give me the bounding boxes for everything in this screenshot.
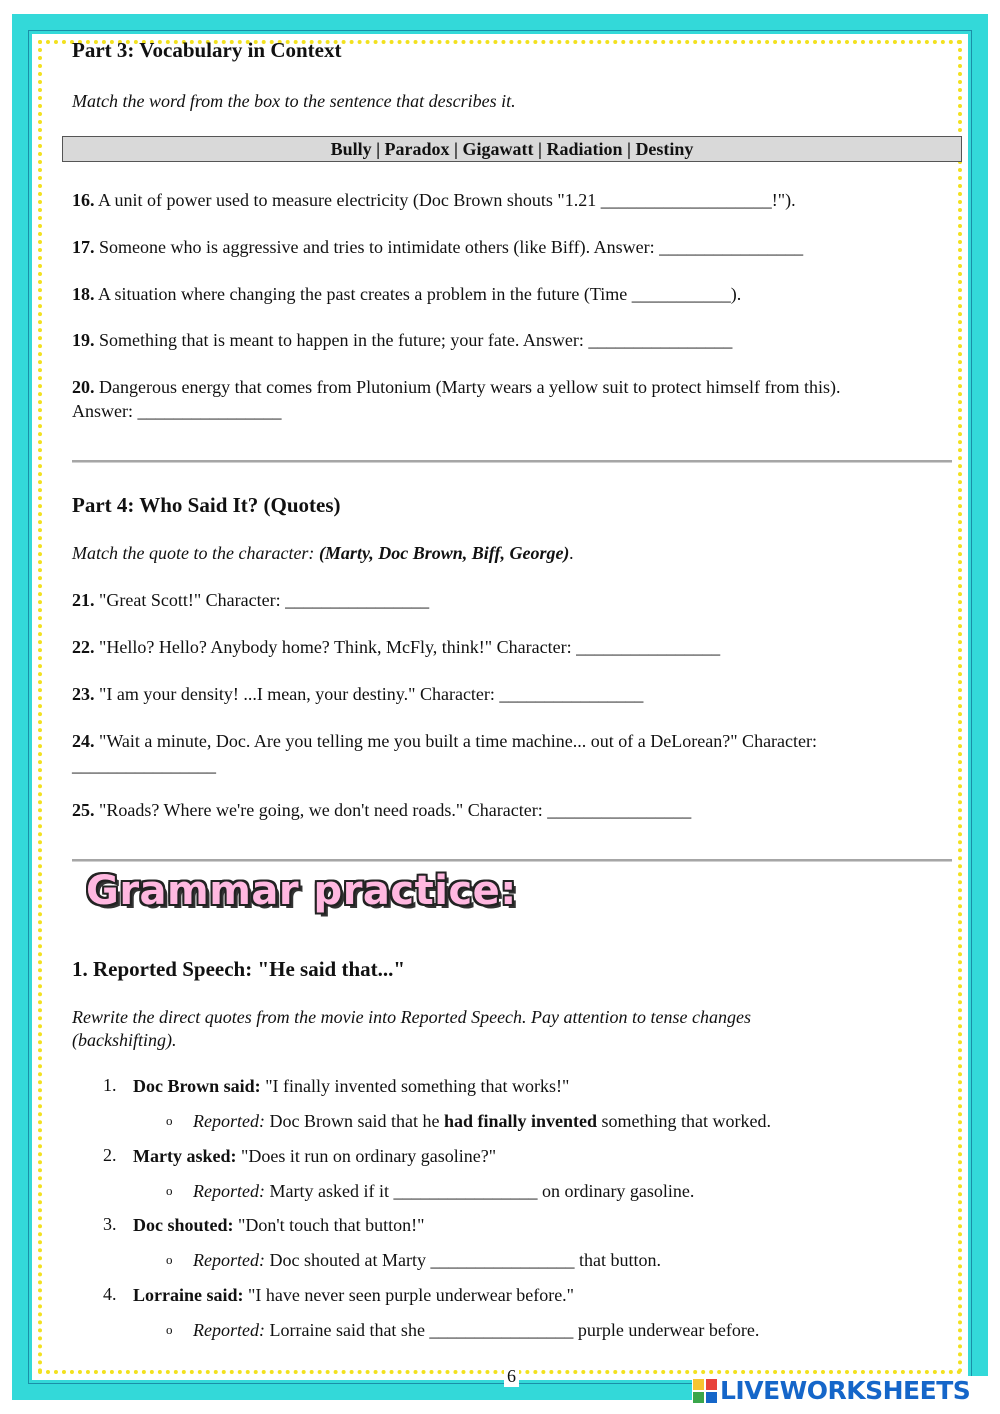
- liveworksheets-logo[interactable]: [692, 1376, 990, 1406]
- question-text: Dangerous energy that comes from Plutonium (Marty wears a yellow suit to protect himself from this).: [99, 377, 841, 397]
- section-divider: [72, 460, 952, 463]
- part4-title: Part 4: Who Said It? (Quotes): [72, 493, 341, 517]
- question-number: 22.: [72, 637, 95, 657]
- question-17[interactable]: [72, 235, 803, 259]
- quote-text: "I finally invented something that works!": [260, 1076, 570, 1096]
- question-20[interactable]: [72, 375, 952, 423]
- character-list: (Marty, Doc Brown, Biff, George): [318, 543, 570, 563]
- liveworksheets-brand: LIVEWORKSHEETS: [720, 1376, 971, 1405]
- question-number: 21.: [72, 590, 95, 610]
- bullet-icon: o: [166, 1322, 173, 1337]
- question-number: 25.: [72, 800, 95, 820]
- question-text: "Wait a minute, Doc. Are you telling me you built a time machine... out of a DeLorean?" Character:: [99, 731, 818, 751]
- list-item-quote: [133, 1144, 496, 1168]
- bullet-icon: o: [166, 1183, 173, 1198]
- question-text: A unit of power used to measure electricity (Doc Brown shouts "1.21 ___________________!").: [98, 190, 796, 210]
- reported-speech-instructions: Rewrite the direct quotes from the movie into Reported Speech. Pay attention to tense changes (backshifting).: [72, 1007, 751, 1050]
- speaker: Doc shouted:: [133, 1215, 234, 1235]
- question-18[interactable]: [72, 282, 741, 306]
- question-21[interactable]: [72, 588, 429, 612]
- liveworksheets-icon: [692, 1378, 718, 1404]
- speaker: Lorraine said:: [133, 1285, 244, 1305]
- word-box: Bully | Paradox | Gigawatt | Radiation | Destiny: [62, 136, 962, 162]
- quote-text: "I have never seen purple underwear before.": [243, 1285, 575, 1305]
- question-text: "I am your density! ...I mean, your destiny." Character: ________________: [99, 684, 644, 704]
- part3-instructions: Match the word from the box to the sentence that describes it.: [72, 91, 516, 111]
- question-23[interactable]: [72, 682, 643, 706]
- reported-speech-title: 1. Reported Speech: "He said that...": [72, 957, 406, 981]
- list-number: 4.: [103, 1284, 117, 1304]
- question-number: 19.: [72, 330, 95, 350]
- question-number: 17.: [72, 237, 95, 257]
- question-text: A situation where changing the past creates a problem in the future (Time ___________).: [98, 284, 742, 304]
- question-number: 20.: [72, 377, 95, 397]
- grammar-title: Grammar practice:: [86, 868, 517, 914]
- question-number: 18.: [72, 284, 95, 304]
- question-number: 23.: [72, 684, 95, 704]
- reported-answer-2[interactable]: Reported: Marty asked if it ________________ on ordinary gasoline.: [193, 1181, 695, 1201]
- question-19[interactable]: [72, 328, 732, 352]
- question-text: "Roads? Where we're going, we don't need roads." Character: ________________: [99, 800, 692, 820]
- reported-answer-3[interactable]: Reported: Doc shouted at Marty ________________ that button.: [193, 1250, 661, 1270]
- list-number: 2.: [103, 1145, 117, 1165]
- question-number: 24.: [72, 731, 95, 751]
- reported-answer-1: Reported: Doc Brown said that he had finally invented something that worked.: [193, 1111, 771, 1131]
- question-answer-line: Answer: ________________: [72, 401, 282, 421]
- question-24[interactable]: [72, 729, 952, 777]
- bullet-icon: o: [166, 1252, 173, 1267]
- quote-text: "Don't touch that button!": [233, 1215, 425, 1235]
- question-number: 16.: [72, 190, 95, 210]
- question-text: Something that is meant to happen in the future; your fate. Answer: ________________: [99, 330, 733, 350]
- question-text: "Great Scott!" Character: ________________: [99, 590, 430, 610]
- list-item-quote: [133, 1283, 574, 1307]
- bullet-icon: o: [166, 1113, 173, 1128]
- question-25[interactable]: [72, 798, 691, 822]
- question-text: Someone who is aggressive and tries to intimidate others (like Biff). Answer: ________________: [99, 237, 804, 257]
- question-22[interactable]: [72, 635, 720, 659]
- list-item-quote: [133, 1213, 424, 1237]
- part4-instructions: Match the quote to the character: (Marty, Doc Brown, Biff, George).: [72, 543, 574, 563]
- page-number: 6: [504, 1366, 519, 1387]
- question-16[interactable]: [72, 188, 796, 212]
- speaker: Doc Brown said:: [133, 1076, 261, 1096]
- part3-title: Part 3: Vocabulary in Context: [72, 38, 342, 62]
- section-divider: [72, 859, 952, 862]
- question-text: "Hello? Hello? Anybody home? Think, McFly, think!" Character: ________________: [99, 637, 721, 657]
- reported-answer-4[interactable]: Reported: Lorraine said that she ________________ purple underwear before.: [193, 1320, 760, 1340]
- list-number: 3.: [103, 1214, 117, 1234]
- speaker: Marty asked:: [133, 1146, 237, 1166]
- question-answer-line: ________________: [72, 755, 216, 775]
- quote-text: "Does it run on ordinary gasoline?": [236, 1146, 497, 1166]
- list-item-quote: [133, 1074, 569, 1098]
- list-number: 1.: [103, 1075, 117, 1095]
